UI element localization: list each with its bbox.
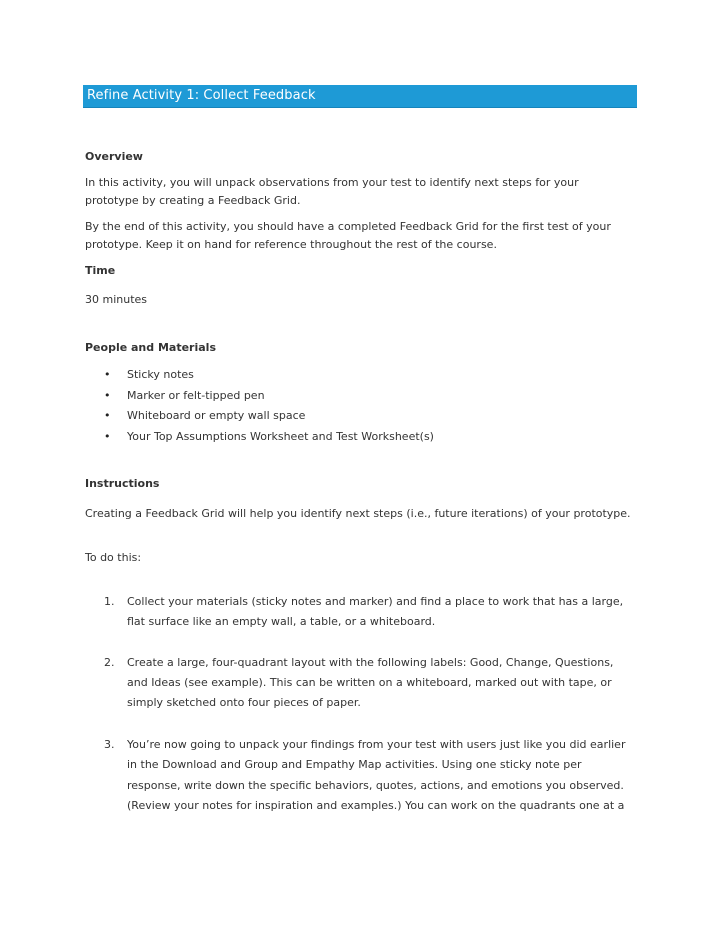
step-text-line: You’re now going to unpack your findings from your test with users just like you did earlier [127,738,626,751]
step-number: 3. [104,738,115,751]
step-number: 2. [104,656,115,669]
materials-item: Whiteboard or empty wall space [127,409,306,422]
materials-item: Your Top Assumptions Worksheet and Test Worksheet(s) [127,430,434,443]
instructions-heading: Instructions [85,477,160,490]
bullet-icon: • [104,368,111,381]
step-text-line: (Review your notes for inspiration and examples.) You can work on the quadrants one at a [127,799,625,812]
materials-item: Sticky notes [127,368,194,381]
bullet-icon: • [104,389,111,402]
overview-text-line: In this activity, you will unpack observations from your test to identify next steps for your [85,176,579,189]
time-heading: Time [85,264,116,277]
step-text-line: response, write down the specific behaviors, quotes, actions, and emotions you observed. [127,779,624,792]
bullet-icon: • [104,430,111,443]
instructions-intro: Creating a Feedback Grid will help you identify next steps (i.e., future iterations) of your prototype. [85,507,631,520]
overview-text-line: prototype. Keep it on hand for reference throughout the rest of the course. [85,238,497,251]
step-number: 1. [104,595,115,608]
instructions-to-do: To do this: [85,551,142,564]
title-banner [83,85,637,108]
materials-item: Marker or felt-tipped pen [127,389,265,402]
step-text-line: flat surface like an empty wall, a table, or a whiteboard. [127,615,436,628]
page-title: Refine Activity 1: Collect Feedback [87,88,316,103]
step-text-line: in the Download and Group and Empathy Map activities. Using one sticky note per [127,758,582,771]
bullet-icon: • [104,409,111,422]
step-text-line: simply sketched onto four pieces of paper. [127,696,361,709]
overview-heading: Overview [85,150,143,163]
step-text-line: and Ideas (see example). This can be written on a whiteboard, marked out with tape, or [127,676,612,689]
step-text-line: Collect your materials (sticky notes and marker) and find a place to work that has a large, [127,595,624,608]
overview-text-line: By the end of this activity, you should have a completed Feedback Grid for the first test of your [85,220,611,233]
time-value: 30 minutes [85,293,148,306]
materials-heading: People and Materials [85,341,216,354]
step-text-line: Create a large, four-quadrant layout with the following labels: Good, Change, Questions, [127,656,614,669]
overview-text-line: prototype by creating a Feedback Grid. [85,194,301,207]
